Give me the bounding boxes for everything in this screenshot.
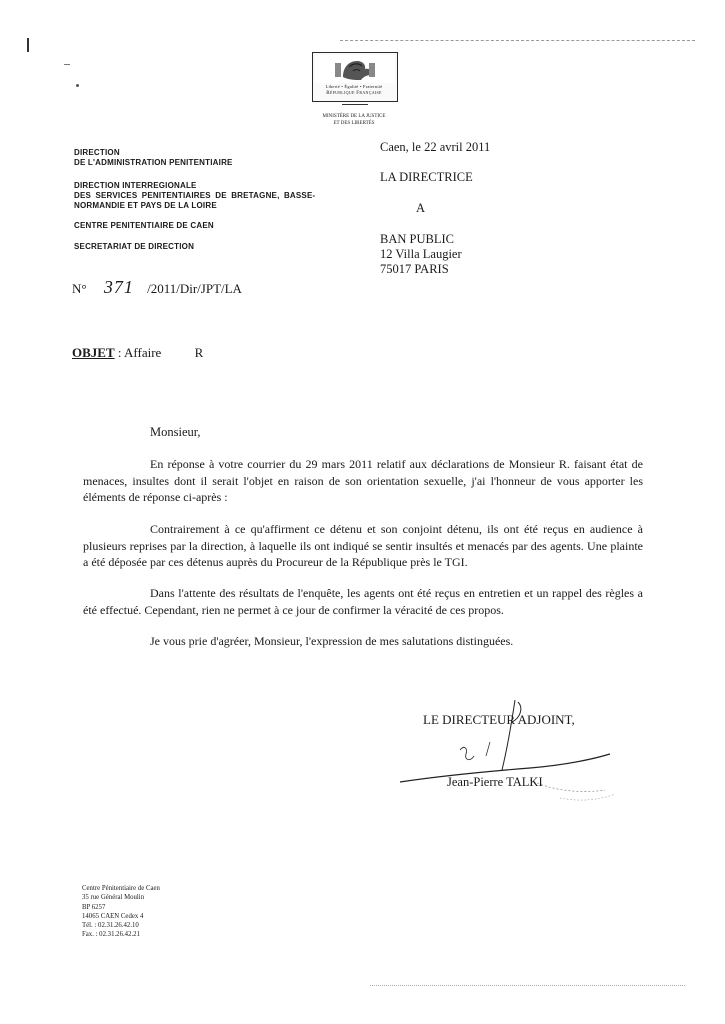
body-paragraph-3: Dans l'attente des résultats de l'enquête, les agents ont été reçus en entretien et un rappel des règles a été effectué. Cependant, rien ne permet à ce jour de confirmer la véracité de ces propos.: [83, 586, 643, 617]
scan-speck: [64, 64, 70, 65]
sender-interregional: DIRECTION INTERREGIONALE DES SERVICES PENITENTIAIRES DE BRETAGNE, BASSE- NORMANDIE ET PAYS DE LA LOIRE: [74, 181, 316, 210]
recipient-address: BAN PUBLIC 12 Villa Laugier 75017 PARIS: [380, 232, 462, 276]
scan-speck: [76, 84, 79, 87]
body-paragraph-2: Contrairement à ce qu'affirment ce détenu et son conjoint détenu, ils ont été reçus en audience à plusieurs reprises par la direction, à laquelle ils ont indiqué se sentir insultés et menacés par des agents. Une plainte a été déposée par ces détenus auprès du Procureur de la République près le TGI.: [83, 522, 643, 569]
body-paragraph-4: Je vous prie d'agréer, Monsieur, l'expression de mes salutations distinguées.: [150, 634, 514, 648]
logo-republic: République Française: [326, 91, 382, 96]
sender-centre: CENTRE PENITENTIAIRE DE CAEN: [74, 221, 214, 230]
reference: [72, 277, 242, 298]
scan-mark: [27, 38, 29, 52]
subject-label: OBJET: [72, 345, 115, 360]
reference-suffix: /2011/Dir/JPT/LA: [147, 281, 242, 296]
sender-direction: DIRECTION DE L'ADMINISTRATION PENITENTIAIRE: [74, 148, 233, 167]
footer-address: Centre Pénitentiaire de Caen 35 rue Général Moulin BP 6257 14065 CAEN Cedex 4 Tél. : 02.31.26.42.10 Fax. : 02.31.26.42.21: [82, 885, 160, 939]
place-date: Caen, le 22 avril 2011: [380, 140, 491, 154]
logo-motto: Liberté • Égalité • Fraternité: [325, 84, 383, 89]
reference-prefix: N°: [72, 281, 87, 296]
to-marker: A: [416, 201, 426, 215]
handwritten-signature: [390, 690, 650, 810]
salutation: Monsieur,: [150, 425, 201, 439]
sender-title: LA DIRECTRICE: [380, 170, 473, 184]
subject-name: R: [194, 345, 204, 360]
signature-name: Jean-Pierre TALKI: [447, 775, 543, 789]
body-paragraph-1: En réponse à votre courrier du 29 mars 2011 relatif aux déclarations de Monsieur R. faisant état de menaces, insultes dont il serait l'objet en raison de son orientation sexuelle, j'ai l'honneur de vous apporter les éléments de réponse ci-après :: [83, 457, 643, 504]
scan-edge-top: [340, 40, 695, 41]
logo-divider: [342, 104, 368, 105]
scan-edge-bottom: [370, 985, 685, 986]
subject-line: [72, 345, 203, 361]
sender-secretariat: SECRETARIAT DE DIRECTION: [74, 242, 195, 251]
signature-title: LE DIRECTEUR ADJOINT,: [423, 712, 575, 727]
logo-ministry: MINISTÈRE DE LA JUSTICE ET DES LIBERTÉS: [322, 114, 386, 126]
subject-text: : Affaire: [114, 345, 162, 360]
reference-number: 371: [103, 277, 134, 297]
